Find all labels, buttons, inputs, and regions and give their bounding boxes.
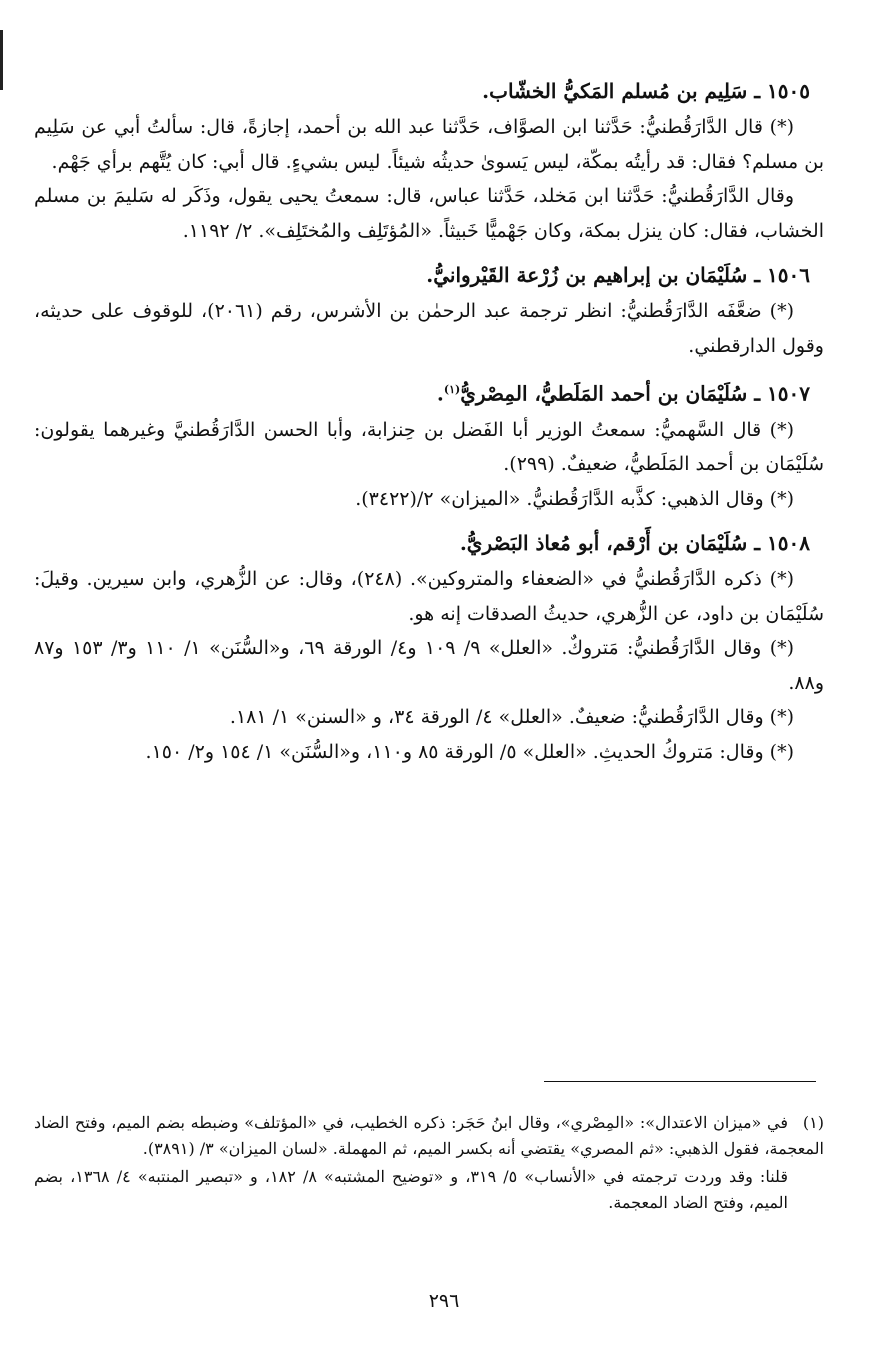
entry-paragraph: (*) ضعَّفَه الدَّارَقُطنيُّ: انظر ترجمة عبد الرحمٰن بن الأشرس، رقم (٢٠٦١)، للوقوف على حديثه، وقول الدارقطني. <box>34 300 824 357</box>
entry-paragraph: وقال الدَّارَقُطنيُّ: حَدَّثنا ابن مَخلد، حَدَّثنا عباس، قال: سمعتُ يحيى يقول، وذَكَر له سَليمَ بن مسلم الخشاب، فقال: كان ينزل بمكة، وكان جَهْميًّا خَبيثاً. «المُؤتَلِف والمُختَلِف». ٢/ ١١٩٢. <box>34 185 824 242</box>
footnote-number: (١) <box>802 1113 825 1132</box>
entry-heading: ١٥٠٥ ـ سَلِيم بن مُسلم المَكيُّ الخشّاب. <box>482 79 810 103</box>
entry-heading <box>34 373 810 411</box>
footnote-text: قلنا: وقد وردت ترجمته في «الأنساب» ٥/ ٣١٩، و «توضيح المشتبه» ٨/ ١٨٢، و «تبصير المنتبه» ٤/ ١٣٦٨، بضم الميم، وفتح الضاد المعجمة. <box>34 1167 788 1212</box>
entry-1505 <box>34 74 824 248</box>
entry-1506 <box>34 258 824 363</box>
footnote-continuation <box>34 1164 788 1216</box>
entry-paragraph: (*) وقال الدَّارَقُطنيُّ: مَتروكٌ. «العلل» ٩/ ١٠٩ و٤/ الورقة ٦٩، و«السُّنَن» ١/ ١١٠ و٣/ ١٥٣ و٨٧ و٨٨. <box>34 637 824 694</box>
entry-paragraph: (*) وقال: مَتروكُ الحديثِ. «العلل» ٥/ الورقة ٨٥ و١١٠، و«السُّنَن» ١/ ١٥٤ و٢/ ١٥٠. <box>145 740 794 763</box>
footnotes <box>34 1110 824 1218</box>
footnote-1 <box>34 1110 824 1162</box>
binding-edge-mark <box>0 30 3 90</box>
entry-paragraph: (*) وقال الذهبي: كذَّبه الدَّارَقُطنيُّ. «الميزان» ٢/(٣٤٢٢). <box>355 487 794 510</box>
entry-heading: ١٥٠٨ ـ سُلَيْمَان بن أَرْقم، أبو مُعاذ البَصْريُّ. <box>459 531 810 556</box>
entry-1507 <box>34 373 824 516</box>
entry-heading-end: . <box>436 381 444 406</box>
footnote-text: في «ميزان الاعتدال»: «المِصْري»، وقال ابنُ حَجَر: ذكره الخطيب، في «المؤتلف» وضبطه بضم الميم، وفتح الضاد المعجمة، فقول الذهبي: «ثم المصري» يقتضي أنه بكسر الميم، ثم المهملة. «لسان الميزان» ٣/ (٣٨٩١). <box>34 1113 824 1158</box>
main-text <box>34 74 824 779</box>
entry-paragraph: (*) ذكره الدَّارَقُطنيُّ في «الضعفاء والمتروكين». (٢٤٨)، وقال: عن الزُّهري، وابن سيرين. وقيلَ: سُلَيْمَان بن داود، عن الزُّهري، حديثُ الصدقات إنه هو. <box>34 568 824 625</box>
entry-paragraph: (*) قال الدَّارَقُطنيُّ: حَدَّثنا ابن الصوَّاف، حَدَّثنا عبد الله بن أحمد، إجازةً، قال: سألتُ أبي عن سَلِيم بن مسلم؟ فقال: قد رأيتُه بمكّة، ليس يَسوىٰ حديثُه شيئاً. ليس بشيءٍ. قال أبي: كان يُتَّهم برأي جَهْم. <box>34 116 824 173</box>
page-number: ٢٩٦ <box>428 1290 460 1312</box>
entry-heading-text: ١٥٠٧ ـ سُلَيْمَان بن أحمد المَلَطيُّ، المِصْريُّ <box>460 381 810 406</box>
footnote-separator <box>544 1081 816 1082</box>
entry-1508 <box>34 526 824 769</box>
entry-paragraph: (*) قال السَّهميُّ: سمعتُ الوزير أبا الفَضل بن حِنزابة، وأبا الحسن الدَّارَقُطنيَّ وغيرهما يقولون: سُلَيْمَان بن أحمد المَلَطيُّ، ضعيفٌ. (٢٩٩). <box>34 418 824 476</box>
entry-heading: ١٥٠٦ ـ سُلَيْمَان بن إبراهيم بن زُرْعة القَيْروانيُّ. <box>426 263 810 287</box>
entry-paragraph: (*) وقال الدَّارَقُطنيُّ: ضعيفٌ. «العلل» ٤/ الورقة ٣٤، و «السنن» ١/ ١٨١. <box>229 706 794 729</box>
footnote-reference[interactable]: (١) <box>443 383 461 396</box>
